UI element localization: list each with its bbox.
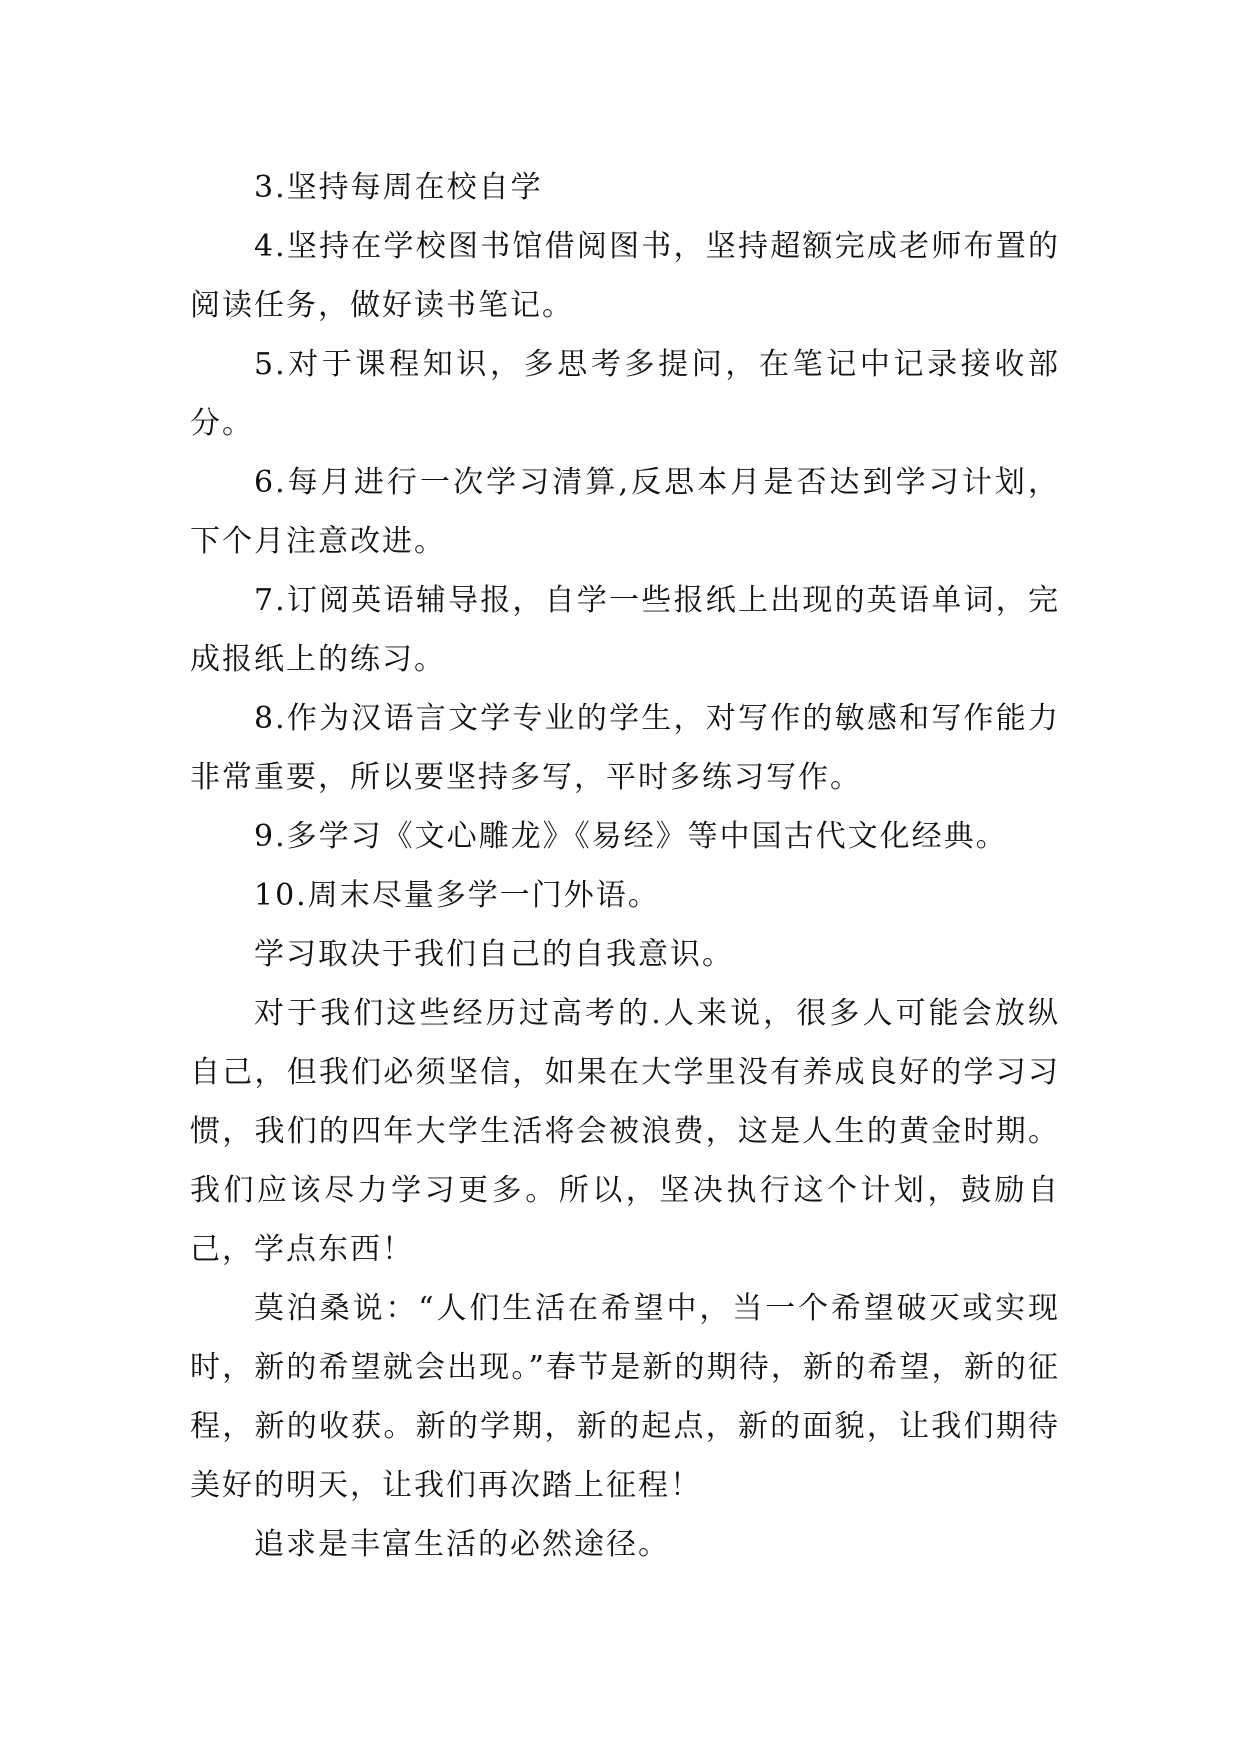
paragraph-item-3: 3.坚持每周在校自学 — [254, 170, 543, 205]
paragraph-item-10: 10.周末尽量多学一门外语。 — [254, 878, 660, 913]
paragraph-item-5: 5.对于课程知识，多思考多提问，在笔记中记录接收部分。 — [190, 347, 1060, 441]
paragraph-self-awareness: 学习取决于我们自己的自我意识。 — [254, 937, 734, 972]
document-body — [190, 158, 1060, 1574]
paragraph-maupassant-quote: 莫泊桑说：“人们生活在希望中，当一个希望破灭或实现时，新的希望就会出现。”春节是新的期待，新的希望，新的征程，新的收获。新的学期，新的起点，新的面貌，让我们期待美好的明天，让我们再次踏上征程！ — [190, 1291, 1060, 1503]
paragraph-pursuit: 追求是丰富生活的必然途径。 — [254, 1527, 670, 1562]
paragraph-item-7: 7.订阅英语辅导报，自学一些报纸上出现的英语单词，完成报纸上的练习。 — [190, 583, 1060, 677]
paragraph-college-exam: 对于我们这些经历过高考的.人来说，很多人可能会放纵自己，但我们必须坚信，如果在大学里没有养成良好的学习习惯，我们的四年大学生活将会被浪费，这是人生的黄金时期。我们应该尽力学习更多。所以，坚决执行这个计划，鼓励自己，学点东西！ — [190, 996, 1060, 1267]
paragraph-item-6: 6.每月进行一次学习清算,反思本月是否达到学习计划，下个月注意改进。 — [190, 465, 1060, 559]
paragraph-item-8: 8.作为汉语言文学专业的学生，对写作的敏感和写作能力非常重要，所以要坚持多写，平时多练习写作。 — [190, 701, 1060, 795]
paragraph-item-4: 4.坚持在学校图书馆借阅图书，坚持超额完成老师布置的阅读任务，做好读书笔记。 — [190, 229, 1060, 323]
paragraph-item-9: 9.多学习《文心雕龙》《易经》等中国古代文化经典。 — [254, 819, 1008, 854]
